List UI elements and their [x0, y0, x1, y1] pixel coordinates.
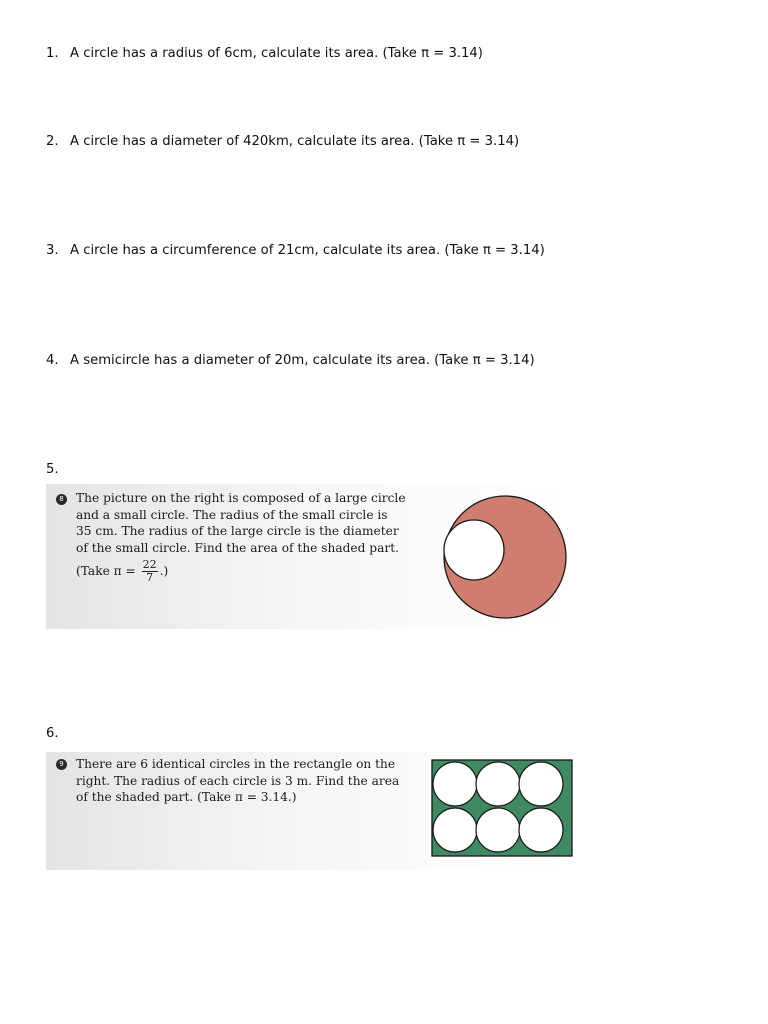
- problem-line: There are 6 identical circles in the rectangle on the: [76, 757, 396, 771]
- problem-line: of the shaded part. (Take π = 3.14.): [76, 790, 297, 805]
- question-text: A circle has a diameter of 420km, calculate its area. (Take π = 3.14): [70, 134, 520, 149]
- fraction-denominator: 7: [146, 571, 154, 585]
- question-2: [46, 134, 519, 149]
- circle-top-middle: [476, 762, 520, 806]
- question-number: 1.: [46, 46, 59, 61]
- problem-line: and a small circle. The radius of the small circle is: [76, 507, 388, 522]
- question-number: 2.: [46, 134, 59, 149]
- problem-number-badge: 9: [56, 759, 67, 770]
- question-text: A circle has a radius of 6cm, calculate its area. (Take π = 3.14): [70, 46, 483, 61]
- rectangle-circles-figure: [430, 758, 576, 860]
- circle-bottom-right: [519, 808, 563, 852]
- circle-bottom-middle: [476, 808, 520, 852]
- question-1: [46, 46, 483, 61]
- take-pi-line: [76, 559, 386, 584]
- pi-fraction: [142, 559, 158, 584]
- circle-bottom-left: [433, 808, 477, 852]
- fraction-numerator: 22: [142, 558, 157, 572]
- question-text: A semicircle has a diameter of 20m, calculate its area. (Take π = 3.14): [70, 353, 535, 368]
- problem-line: right. The radius of each circle is 3 m. Find the area: [76, 773, 400, 788]
- circle-top-right: [519, 762, 563, 806]
- problem-line: 35 cm. The radius of the large circle is the diameter: [76, 524, 399, 539]
- problem-line: The picture on the right is composed of a large circle: [76, 491, 406, 505]
- question-3: [46, 243, 545, 258]
- problem-6-text: [76, 756, 400, 806]
- circle-figure: [440, 492, 570, 622]
- question-number: 5.: [46, 462, 59, 477]
- question-4: [46, 353, 535, 368]
- small-circle: [444, 520, 504, 580]
- take-prefix: (Take π =: [76, 564, 136, 579]
- question-5: [46, 462, 70, 477]
- problem-line: of the small circle. Find the area of the shaded part.: [76, 540, 399, 555]
- question-number: 3.: [46, 243, 59, 258]
- question-number: 4.: [46, 353, 59, 368]
- circle-top-left: [433, 762, 477, 806]
- problem-5-text: [76, 490, 406, 585]
- take-suffix: .): [159, 564, 169, 579]
- problem-number-badge: 8: [56, 494, 67, 505]
- question-text: A circle has a circumference of 21cm, calculate its area. (Take π = 3.14): [70, 243, 545, 258]
- question-6: [46, 726, 70, 741]
- question-number: 6.: [46, 726, 59, 741]
